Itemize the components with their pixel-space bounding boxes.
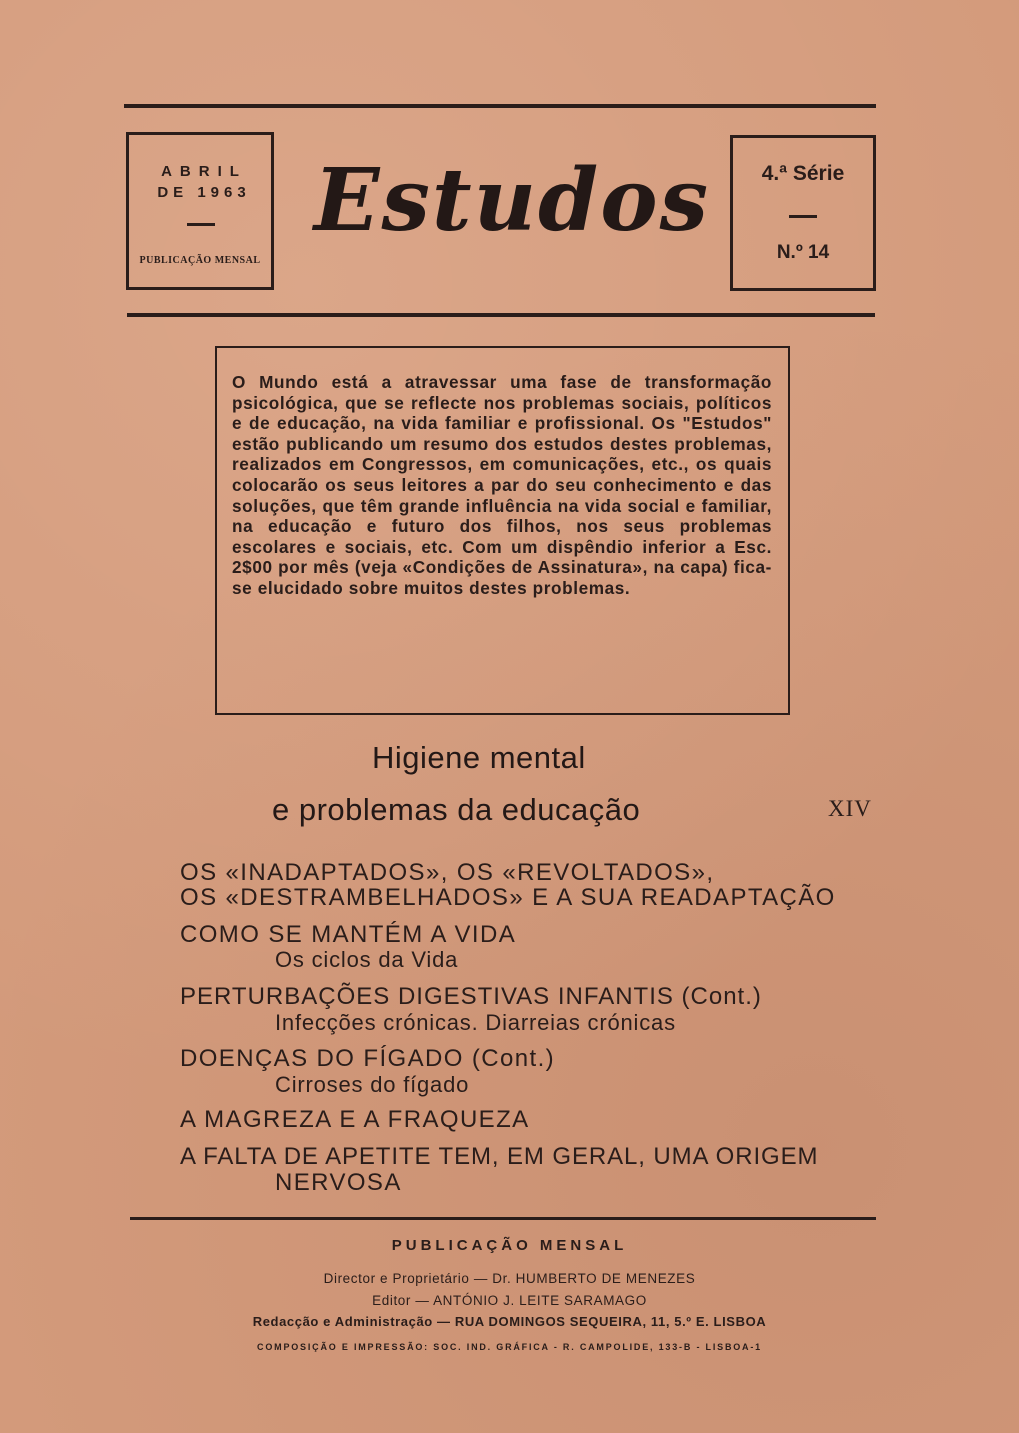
footer-director: Director e Proprietário — Dr. HUMBERTO DE MENEZES — [323, 1271, 696, 1286]
intro-paragraph: O Mundo está a atravessar uma fase de transformação psicológica, que se reflecte nos problemas sociais, políticos e de educação, na vida familiar e profissional. Os "Estudos" estão publicando um resumo dos estudos destes problemas, realizados em Congressos, em comunicações, etc., os quais colocarão os seus leitores a par do seu conhecimento e das soluções, que têm grande influência na vida social e familiar, na educação e futuro dos filhos, nos seus problemas escolares e sociais, etc. Com um dispêndio inferior a Esc. 2$00 por mês (veja «Condições de Assinatura», na capa) fica-se elucidado sobre muitos destes problemas. — [232, 372, 772, 598]
toc-item-6-line2: NERVOSA — [275, 1169, 402, 1196]
toc-item-4: DOENÇAS DO FÍGADO (Cont.) — [180, 1045, 556, 1072]
publication-small: PUBLICAÇÃO MENSAL — [139, 255, 261, 266]
footer-printing: COMPOSIÇÃO E IMPRESSÃO: SOC. IND. GRÁFICA - R. CAMPOLIDE, 133-B - LISBOA-1 — [257, 1342, 762, 1352]
toc-item-3-sub: Infecções crónicas. Diarreias crónicas — [275, 1010, 676, 1035]
series-box — [730, 135, 876, 291]
toc-item-1-line2: OS «DESTRAMBELHADOS» E A SUA READAPTAÇÃO — [180, 884, 836, 911]
series-dash — [789, 215, 817, 218]
date-dash — [187, 223, 215, 226]
section-numeral: XIV — [828, 796, 872, 821]
toc-item-6-line1: A FALTA DE APETITE TEM, EM GERAL, UMA ORIGEM — [180, 1143, 819, 1170]
toc-item-3: PERTURBAÇÕES DIGESTIVAS INFANTIS (Cont.) — [180, 983, 762, 1010]
header-bottom-rule — [127, 313, 875, 317]
footer-editor: Editor — ANTÓNIO J. LEITE SARAMAGO — [372, 1293, 647, 1308]
section-heading-line1: Higiene mental — [372, 740, 586, 775]
toc-item-5: A MAGREZA E A FRAQUEZA — [180, 1106, 530, 1133]
section-heading-line2: e problemas da educação — [272, 792, 641, 827]
toc-item-4-sub: Cirroses do fígado — [275, 1072, 470, 1097]
masthead-title: Estudos — [313, 150, 711, 251]
toc-item-2-sub: Os ciclos da Vida — [275, 947, 459, 972]
footer-rule — [130, 1217, 876, 1220]
footer-administration: Redacção e Administração — RUA DOMINGOS SEQUEIRA, 11, 5.º E. LISBOA — [252, 1314, 767, 1329]
footer-heading: PUBLICAÇÃO MENSAL — [391, 1237, 628, 1254]
toc-item-2: COMO SE MANTÉM A VIDA — [180, 921, 517, 948]
top-rule — [124, 104, 876, 108]
series-label: 4.ª Série — [761, 162, 845, 185]
date-year: DE 1963 — [157, 184, 251, 201]
toc-item-1-line1: OS «INADAPTADOS», OS «REVOLTADOS», — [180, 859, 715, 886]
date-month: ABRIL — [161, 163, 247, 180]
issue-number: N.º 14 — [776, 242, 830, 263]
date-box — [126, 132, 274, 290]
